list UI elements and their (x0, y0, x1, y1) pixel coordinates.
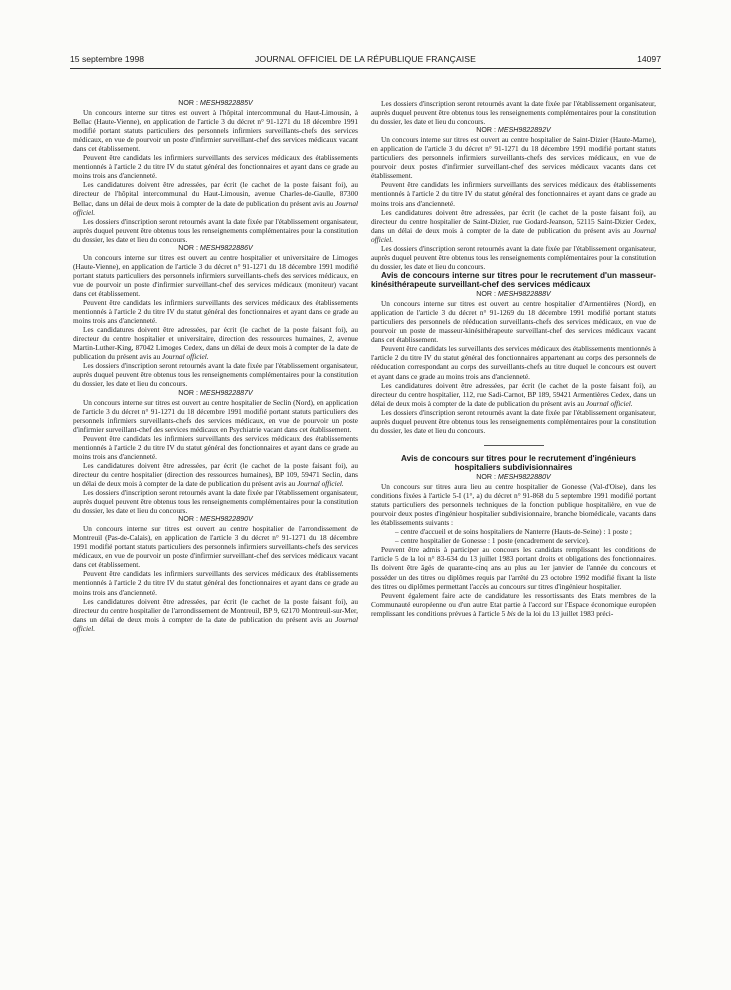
nor-code: MESH9822892V (497, 126, 551, 135)
paragraph: Un concours interne sur titres est ouvert au centre hospitalier de Saint-Dizier (Haute-Marne), en application de l'article 3 du décret n° 91-1271 du 18 décembre 1991 modifié portant statuts particuliers des personnels infirmiers surveillants-chefs des services médicaux, en vue de pourvoir deux postes d'infirmier surveillant-chef des services médicaux vacants dans cet établissement. (371, 135, 656, 181)
text: Les candidatures doivent être adressées, par écrit (le cachet de la poste faisant foi), au directeur de l'hôpital intercommunal du Haut-Limousin, avenue Charles-de-Gaulle, 87300 Bellac, dans un délai de deux mois à compter de la date de publication du présent avis au (73, 180, 358, 208)
paragraph (73, 325, 358, 361)
text: de la loi du 13 juillet 1983 préci- (515, 608, 614, 618)
paragraph: Peuvent être admis à participer au concours les candidats remplissant les conditions de l'article 5 de la loi n° 83-634 du 13 juillet 1983 portant droits et obligations des fonctionnaires. Ils doivent être âgés de quarante-cinq ans au plus au 1er janvier de l'année du concours et posséder un des titres ou diplômes requis par l'arrêté du 23 octobre 1992 modifié fixant la liste des titres ou diplômes permettant l'accès au concours sur titres d'ingénieur hospitalier. (371, 545, 656, 591)
paragraph (73, 461, 358, 488)
nor-reference (73, 515, 358, 524)
nor-reference (371, 290, 656, 299)
nor-reference (73, 244, 358, 253)
notice-mesh9822888v (371, 271, 656, 435)
paragraph: Un concours interne sur titres est ouvert à l'hôpital intercommunal du Haut-Limousin, à Bellac (Haute-Vienne), en application de l'article 3 du décret n° 91-1271 du 18 décembre 1991 modifié portant statuts particuliers des personnels infirmiers surveillants-chefs des services médicaux, en vue de pourvoir un poste d'infirmier surveillant-chef des services médicaux vacant dans cet établissement. (73, 108, 358, 154)
nor-code: MESH9822890V (199, 515, 253, 524)
paragraph (371, 591, 656, 618)
paragraph: Les dossiers d'inscription seront retournés avant la date fixée par l'établissement organisateur, auprès duquel peuvent être obtenus tous les renseignements complémentaires pour la constitution du dossier, les date et lieu du concours. (73, 216, 358, 244)
journal-officiel-ref: Journal officiel. (73, 198, 358, 217)
section-divider (484, 445, 544, 446)
nor-code: MESH9822888V (497, 290, 551, 299)
nor-label: NOR : (178, 388, 198, 397)
notice-mesh9822892v (371, 126, 656, 271)
paragraph: Peuvent être candidats les infirmiers surveillants des services médicaux des établissements mentionnés à l'article 2 du titre IV du statut général des fonctionnaires et ayant dans ce grade au moins trois ans d'ancienneté. (73, 298, 358, 326)
notice-mesh9822880v (371, 454, 656, 618)
journal-officiel-ref: Journal officiel. (371, 225, 656, 244)
journal-officiel-ref: Journal officiel. (297, 478, 344, 488)
text: Les candidatures doivent être adressées, par écrit (le cachet de la poste faisant foi), au directeur du centre hospitalier, 112, rue Sadi-Carnot, BP 189, 59421 Armentières Cedex, dans un délai de deux mois à compter de la date de publication du présent avis au (371, 380, 656, 408)
notice-mesh9822887v (73, 389, 358, 516)
nor-label: NOR : (178, 99, 198, 107)
paragraph: Les dossiers d'inscription seront retournés avant la date fixée par l'établissement organisateur, auprès duquel peuvent être obtenus tous les renseignements complémentaires pour la constitution du dossier, les date et lieu du concours. (371, 243, 656, 271)
paragraph (371, 381, 656, 408)
paragraph (73, 180, 358, 216)
nor-code: MESH9822887V (199, 388, 253, 397)
paragraph: Les dossiers d'inscription seront retournés avant la date fixée par l'établissement organisateur, auprès duquel peuvent être obtenus tous les renseignements complémentaires pour la constitution du dossier, les date et lieu du concours. (73, 361, 358, 389)
section-heading: Avis de concours sur titres pour le recrutement d'ingénieurs hospitaliers subdivisionnaires (400, 453, 637, 473)
nor-reference (73, 389, 358, 398)
paragraph: Peuvent être candidats les infirmiers surveillants des services médicaux des établissements mentionnés à l'article 2 du titre IV du statut général des fonctionnaires et ayant dans ce grade au moins trois ans d'ancienneté. (371, 180, 656, 208)
journal-officiel-ref: Journal officiel. (73, 614, 358, 633)
paragraph: Peuvent être candidats les infirmiers surveillants des services médicaux des établissements mentionnés à l'article 2 du titre IV du statut général des fonctionnaires et ayant dans ce grade au moins trois ans d'ancienneté. (73, 569, 358, 597)
nor-code: MESH9822886V (199, 243, 253, 252)
header-title: JOURNAL OFFICIEL DE LA RÉPUBLIQUE FRANÇAISE (255, 54, 476, 64)
page-header (70, 54, 661, 68)
paragraph: Les dossiers d'inscription seront retournés avant la date fixée par l'établissement organisateur, auprès duquel peuvent être obtenus tous les renseignements complémentaires pour la constitution du dossier, les date et lieu du concours. (73, 488, 358, 516)
header-date: 15 septembre 1998 (70, 54, 145, 64)
paragraph: Un concours interne sur titres est ouvert au centre hospitalier et universitaire de Limoges (Haute-Vienne), en application de l'article 3 du décret n° 91-1271 du 18 décembre 1991 modifié portant statuts particuliers des personnels infirmiers surveillants-chefs des services médicaux, en vue de pourvoir un poste d'infirmier surveillant-chef des services médicaux (moniteur) vacant dans cet établissement. (73, 252, 358, 298)
paragraph: Peuvent être candidats les infirmiers surveillants des services médicaux des établissements mentionnés à l'article 2 du titre IV du statut général des fonctionnaires et ayant dans ce grade au moins trois ans d'ancienneté. (73, 433, 358, 461)
notice-mesh9822890v (73, 515, 358, 633)
text: Les candidatures doivent être adressées, par écrit (le cachet de la poste faisant foi), au directeur du centre hospitalier (direction des ressources humaines), BP 109, 59471 Seclin, dans un délai de deux mois à compter de la date de publication du présent avis au (73, 460, 358, 488)
paragraph: Peuvent être candidats les surveillants des services médicaux des établissements mentionnés à l'article 2 du titre IV du statut général des fonctionnaires appartenant au corps des personnels de rééducation correspondant au corps des surveillants-chefs au titre duquel le concours est ouvert et ayant dans ce grade au moins trois ans d'ancienneté. (371, 344, 656, 381)
paragraph (371, 208, 656, 244)
nor-label: NOR : (178, 243, 198, 252)
left-column (73, 99, 358, 633)
section-heading: Avis de concours interne sur titres pour le recrutement d'un masseur-kinésithérapeute surveillant-chef des services médicaux (371, 270, 656, 290)
nor-label: NOR : (476, 473, 496, 482)
paragraph: Un concours sur titres aura lieu au centre hospitalier de Gonesse (Val-d'Oise), dans les conditions fixées à l'article 5-I (1°, a) du décret n° 91-868 du 5 septembre 1991 modifié portant statuts particuliers des personnels techniques de la fonction publique hospitalière, en vue de pourvoir deux postes d'ingénieur hospitalier subdivisionnaire, branche biomédicale, vacants dans les établissements suivants : (371, 482, 656, 528)
journal-officiel-ref: Journal officiel. (161, 352, 209, 362)
nor-code: MESH9822885V (199, 99, 253, 107)
paragraph: Un concours interne sur titres est ouvert au centre hospitalier de Seclin (Nord), en application de l'article 3 du décret n° 91-1271 du 18 décembre 1991 modifié portant statuts particuliers des personnels infirmiers surveillants-chefs des services médicaux, en vue de pourvoir un poste d'infirmier surveillant-chef des services médicaux en Psychiatrie vacant dans cet établissement. (73, 397, 358, 434)
journal-officiel-ref: Journal officiel. (585, 398, 633, 408)
nor-label: NOR : (178, 515, 198, 524)
nor-reference (73, 99, 358, 108)
notice-mesh9822885v (73, 99, 358, 244)
paragraph: Un concours interne sur titres est ouvert au centre hospitalier d'Armentières (Nord), en application de l'article 3 du décret n° 91-1269 du 18 décembre 1991 modifié portant statuts particuliers des personnels de rééducation surveillants-chefs des services médicaux, en vue de pourvoir un poste de masseur-kinésithérapeute surveillant-chef des services médicaux vacant dans cet établissement. (371, 299, 656, 345)
text: Les candidatures doivent être adressées, par écrit (le cachet de la poste faisant foi), au directeur du centre hospitalier et universitaire, direction des ressources humaines, 2, avenue Martin-Luther-King, 87042 Limoges Cedex, dans un délai de deux mois à compter de la date de publication du présent avis au (73, 325, 358, 362)
paragraph: Les dossiers d'inscription seront retournés avant la date fixée par l'établissement organisateur, auprès duquel peuvent être obtenus tous les renseignements complémentaires pour la constitution du dossier, les date et lieu du concours. (371, 99, 656, 127)
nor-label: NOR : (476, 290, 496, 299)
notice-mesh9822886v (73, 244, 358, 389)
paragraph (73, 597, 358, 633)
text: Les candidatures doivent être adressées, par écrit (le cachet de la poste faisant foi), au directeur du centre hospitalier de Saint-Dizier, rue Godard-Jeanson, 52115 Saint-Dizier Cedex, dans un délai de deux mois à compter de la date de publication du présent avis au (371, 207, 656, 235)
paragraph: Les dossiers d'inscription seront retournés avant la date fixée par l'établissement organisateur, auprès duquel peuvent être obtenus tous les renseignements complémentaires pour la constitution du dossier, les date et lieu du concours. (371, 407, 656, 435)
list-item: – centre hospitalier de Gonesse : 1 poste (encadrement de service). (395, 536, 590, 546)
list-item: – centre d'accueil et de soins hospitaliers de Nanterre (Hauts-de-Seine) : 1 poste ; (395, 527, 632, 537)
nor-code: MESH9822880V (497, 473, 551, 482)
nor-reference (371, 473, 656, 482)
text: Les candidatures doivent être adressées, par écrit (le cachet de la poste faisant foi), au directeur du centre hospitalier de l'arrondissement de Montreuil, BP 9, 62170 Montreuil-sur-Mer, dans un délai de deux mois à compter de la date de publication du présent avis au (73, 596, 358, 624)
nor-label: NOR : (476, 126, 496, 135)
bis-term: bis (507, 608, 516, 618)
nor-reference (371, 126, 656, 135)
text: Peuvent également faire acte de candidature les ressortissants des Etats membres de la Communauté européenne ou d'un autre Etat partie à l'accord sur l'Espace économique européen remplissant les conditions prévues à l'article 5 (371, 590, 656, 618)
paragraph: Un concours interne sur titres est ouvert au centre hospitalier de l'arrondissement de Montreuil (Pas-de-Calais), en application de l'article 3 du décret n° 91-1271 du 18 décembre 1991 modifié portant statuts particuliers des personnels infirmiers surveillants-chefs des services médicaux, en vue de pourvoir un poste d'infirmier surveillant-chef des services médicaux vacant dans cet établissement. (73, 524, 358, 570)
header-page-number: 14097 (637, 54, 661, 64)
right-column (371, 99, 656, 618)
paragraph: Peuvent être candidats les infirmiers surveillants des services médicaux des établissements mentionnés à l'article 2 du titre IV du statut général des fonctionnaires et ayant dans ce grade au moins trois ans d'ancienneté. (73, 153, 358, 181)
header-rule (70, 68, 661, 69)
